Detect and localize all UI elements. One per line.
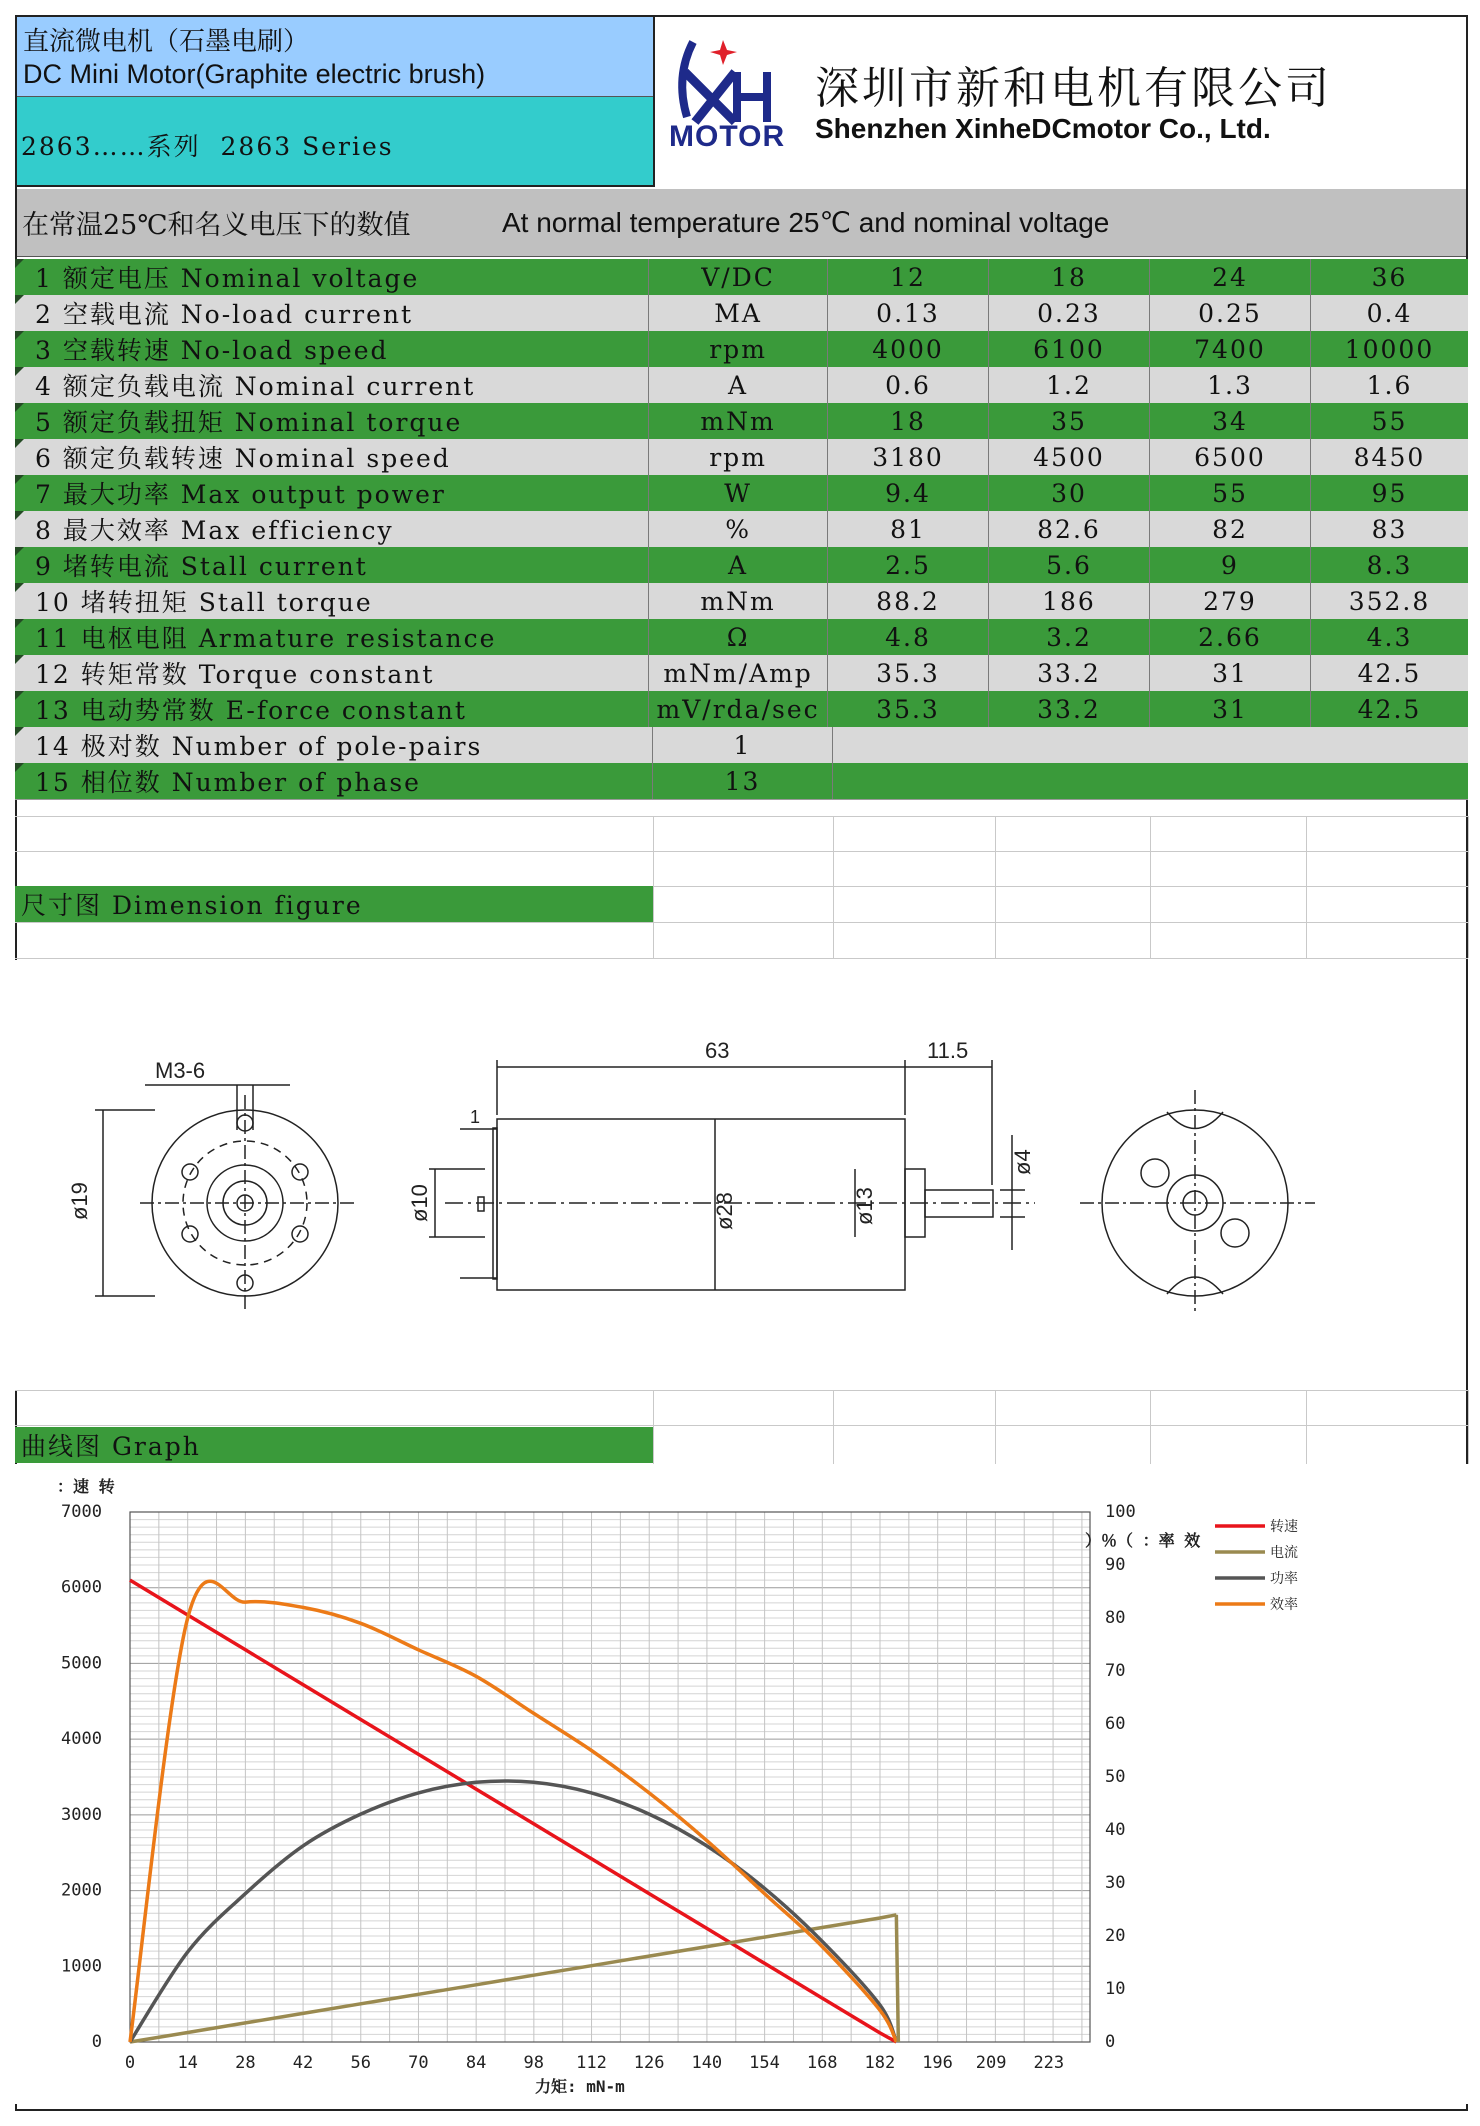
spec-value: 7400 bbox=[1150, 331, 1311, 367]
y-left-tick-label: 2000 bbox=[61, 1880, 102, 1901]
spec-row bbox=[15, 763, 1468, 800]
y-right-tick-label: 10 bbox=[1105, 1979, 1126, 1999]
spec-value: 279 bbox=[1150, 583, 1311, 619]
spec-unit: % bbox=[649, 511, 828, 547]
dimension-section-label: 尺寸图 Dimension figure bbox=[15, 886, 653, 922]
condition-bar bbox=[17, 189, 1466, 257]
spec-empty-span bbox=[833, 763, 1468, 799]
company-name-cn: 深圳市新和电机有限公司 bbox=[815, 63, 1332, 114]
x-tick-label: 42 bbox=[292, 2053, 314, 2073]
x-tick-label: 126 bbox=[633, 2053, 665, 2073]
y-right-tick-label: 20 bbox=[1105, 1926, 1126, 1946]
spec-value: 33.2 bbox=[989, 691, 1150, 727]
spec-value: 18 bbox=[828, 403, 989, 439]
x-tick-label: 112 bbox=[576, 2053, 607, 2073]
spec-label: 13 电动势常数 E-force constant bbox=[15, 691, 649, 727]
spec-unit: W bbox=[649, 475, 828, 511]
x-tick-label: 70 bbox=[408, 2053, 429, 2073]
grid-vline bbox=[1468, 816, 1469, 958]
spec-value: 0.13 bbox=[828, 295, 989, 331]
x-tick-label: 154 bbox=[749, 2053, 780, 2073]
dim-d19-label: ø19 bbox=[67, 1182, 92, 1220]
company-name-en: Shenzhen XinheDCmotor Co., Ltd. bbox=[815, 113, 1271, 144]
spec-value: 6100 bbox=[989, 331, 1150, 367]
spec-value: 8450 bbox=[1353, 442, 1426, 472]
spec-unit: V/DC bbox=[649, 259, 828, 295]
spec-label: 4 额定负载电流 Nominal current bbox=[15, 367, 649, 403]
grid-hline bbox=[15, 958, 1468, 959]
performance-chart bbox=[15, 1464, 1468, 2104]
series-line-current-drop bbox=[896, 1915, 898, 2042]
dim-length-label: 63 bbox=[705, 1038, 730, 1063]
y-left-tick-label: 1000 bbox=[61, 1956, 102, 1977]
dimension-figure bbox=[15, 960, 1345, 1390]
dim-thread-label: M3-6 bbox=[155, 1058, 206, 1083]
spec-unit: MA bbox=[649, 295, 828, 331]
dim-d4-label: ø4 bbox=[1010, 1149, 1035, 1175]
legend-label: 电流 bbox=[1270, 1545, 1298, 1561]
spec-value: 42.5 bbox=[1357, 658, 1422, 688]
spec-value: 12 bbox=[828, 259, 989, 295]
y-left-tick-label: 7000 bbox=[61, 1502, 102, 1522]
spec-value: 24 bbox=[1150, 259, 1311, 295]
y-right-tick-label: 90 bbox=[1105, 1555, 1126, 1575]
y-left-tick-label: 6000 bbox=[61, 1577, 102, 1598]
spec-unit: mNm/Amp bbox=[649, 655, 828, 691]
spec-row bbox=[15, 295, 1468, 332]
spec-label: 8 最大效率 Max efficiency bbox=[15, 511, 649, 547]
spec-row bbox=[15, 619, 1468, 656]
x-tick-label: 0 bbox=[124, 2053, 136, 2073]
spec-label: 1 额定电压 Nominal voltage bbox=[15, 259, 649, 295]
spec-label: 9 堵转电流 Stall current bbox=[15, 547, 649, 583]
spec-value: 9.4 bbox=[828, 475, 989, 511]
logo-text: MOTOR bbox=[669, 120, 786, 153]
header-series bbox=[17, 97, 653, 187]
y-left-axis-label: ：速 转 bbox=[57, 1477, 115, 1496]
y-left-tick-label: 4000 bbox=[61, 1729, 102, 1750]
spec-unit: rpm bbox=[649, 331, 828, 367]
spec-value: 82.6 bbox=[989, 511, 1150, 547]
spec-row bbox=[15, 547, 1468, 584]
spec-label: 11 电枢电阻 Armature resistance bbox=[15, 619, 649, 655]
grid-vline bbox=[1150, 1390, 1151, 1464]
spec-unit: rpm bbox=[649, 439, 828, 475]
condition-cn: 在常温25℃和名义电压下的数值 bbox=[22, 210, 411, 241]
graph-section-label: 曲线图 Graph bbox=[15, 1427, 653, 1463]
y-right-tick-label: 70 bbox=[1105, 1661, 1126, 1681]
y-right-tick-label: 60 bbox=[1105, 1714, 1126, 1734]
grid-vline bbox=[1306, 816, 1307, 958]
grid-vline bbox=[653, 816, 654, 958]
spec-value: 352.8 bbox=[1348, 586, 1431, 616]
spec-value: 6500 bbox=[1150, 439, 1311, 475]
title-en: DC Mini Motor(Graphite electric brush) bbox=[23, 59, 486, 89]
spec-value: 83 bbox=[1371, 514, 1408, 544]
grid-vline bbox=[1468, 1390, 1469, 1464]
x-tick-label: 84 bbox=[465, 2053, 487, 2073]
spec-value: 4500 bbox=[989, 439, 1150, 475]
spec-value: 1.3 bbox=[1150, 367, 1311, 403]
spec-value: 9 bbox=[1150, 547, 1311, 583]
grid-vline bbox=[653, 1390, 654, 1464]
spec-value: 4000 bbox=[828, 331, 989, 367]
spec-unit: A bbox=[649, 367, 828, 403]
legend-label: 功率 bbox=[1270, 1571, 1298, 1587]
spec-value: 3.2 bbox=[989, 619, 1150, 655]
spec-label: 15 相位数 Number of phase bbox=[15, 763, 653, 799]
spec-unit: mV/rda/sec bbox=[649, 691, 828, 727]
x-tick-label: 196 bbox=[922, 2053, 953, 2073]
spec-value: 55 bbox=[1371, 406, 1408, 436]
y-right-tick-label: 30 bbox=[1105, 1873, 1126, 1893]
spec-value: 0.4 bbox=[1366, 298, 1413, 328]
spec-value: 95 bbox=[1371, 478, 1408, 508]
grid-vline bbox=[995, 1390, 996, 1464]
y-right-tick-label: 0 bbox=[1105, 2032, 1116, 2052]
spec-label: 12 转矩常数 Torque constant bbox=[15, 655, 649, 691]
dim-d28-label: ø28 bbox=[712, 1192, 737, 1230]
header-divider bbox=[653, 17, 655, 187]
condition-en: At normal temperature 25℃ and nominal voltage bbox=[502, 207, 1110, 238]
company-logo bbox=[665, 22, 785, 157]
dim-d13-label: ø13 bbox=[852, 1187, 877, 1225]
dim-shaft-label: 11.5 bbox=[927, 1038, 969, 1063]
spec-value: 81 bbox=[828, 511, 989, 547]
grid-vline bbox=[1306, 1390, 1307, 1464]
spec-unit: 1 bbox=[653, 727, 833, 763]
dim-one-label: 1 bbox=[470, 1107, 481, 1127]
spec-value: 0.25 bbox=[1150, 295, 1311, 331]
spec-value: 5.6 bbox=[989, 547, 1150, 583]
spec-label: 5 额定负载扭矩 Nominal torque bbox=[15, 403, 649, 439]
spec-row bbox=[15, 655, 1468, 692]
spec-value: 42.5 bbox=[1357, 694, 1422, 724]
dim-d10-label: ø10 bbox=[407, 1184, 432, 1222]
grid-hline bbox=[15, 1425, 1468, 1426]
spec-value: 4.8 bbox=[828, 619, 989, 655]
spec-value: 4.3 bbox=[1366, 622, 1413, 652]
spec-value: 30 bbox=[989, 475, 1150, 511]
x-tick-label: 223 bbox=[1033, 2053, 1065, 2073]
series-label: 2863……系列 2863 Series bbox=[21, 132, 394, 161]
spec-value: 18 bbox=[989, 259, 1150, 295]
spec-row bbox=[15, 691, 1468, 728]
spec-empty-span bbox=[833, 727, 1468, 763]
spec-unit: mNm bbox=[649, 583, 828, 619]
y-left-tick-label: 3000 bbox=[61, 1804, 102, 1825]
spec-value: 33.2 bbox=[989, 655, 1150, 691]
spec-unit: 13 bbox=[653, 763, 833, 799]
legend-label: 转速 bbox=[1270, 1519, 1298, 1535]
spec-label: 7 最大功率 Max output power bbox=[15, 475, 649, 511]
x-tick-label: 98 bbox=[523, 2053, 545, 2073]
spec-value: 0.23 bbox=[989, 295, 1150, 331]
spec-unit: Ω bbox=[649, 619, 828, 655]
spec-label: 6 额定负载转速 Nominal speed bbox=[15, 439, 649, 475]
spec-value: 2.5 bbox=[828, 547, 989, 583]
spec-value: 35 bbox=[989, 403, 1150, 439]
spec-unit: mNm bbox=[649, 403, 828, 439]
spec-row bbox=[15, 259, 1468, 296]
spec-label: 14 极对数 Number of pole-pairs bbox=[15, 727, 653, 763]
spec-value: 34 bbox=[1150, 403, 1311, 439]
spec-label: 3 空载转速 No-load speed bbox=[15, 331, 649, 367]
spec-row bbox=[15, 583, 1468, 620]
grid-hline bbox=[15, 851, 1468, 852]
grid-vline bbox=[995, 816, 996, 958]
spec-value: 31 bbox=[1150, 691, 1311, 727]
header-left-top bbox=[17, 17, 653, 97]
spec-value: 36 bbox=[1371, 262, 1408, 292]
x-axis-label: 力矩: mN-m bbox=[535, 2077, 625, 2096]
x-tick-label: 56 bbox=[350, 2053, 371, 2073]
y-right-tick-label: 100 bbox=[1105, 1502, 1136, 1522]
spec-unit: A bbox=[649, 547, 828, 583]
x-tick-label: 168 bbox=[806, 2053, 838, 2073]
grid-hline bbox=[15, 1390, 1468, 1391]
grid-hline bbox=[15, 922, 1468, 923]
y-right-tick-label: 50 bbox=[1105, 1767, 1126, 1787]
spec-row bbox=[15, 727, 1468, 764]
spec-row bbox=[15, 439, 1468, 476]
spec-value: 1.2 bbox=[989, 367, 1150, 403]
spec-value: 0.6 bbox=[828, 367, 989, 403]
y-right-axis-label: ）％（ ：率 效 bbox=[1085, 1531, 1201, 1550]
spec-row bbox=[15, 403, 1468, 440]
title-cn: 直流微电机（石墨电刷） bbox=[23, 26, 310, 56]
y-right-tick-label: 80 bbox=[1105, 1608, 1126, 1628]
spec-row bbox=[15, 475, 1468, 512]
spec-value: 1.6 bbox=[1366, 370, 1413, 400]
x-tick-label: 209 bbox=[975, 2053, 1007, 2073]
spec-value: 55 bbox=[1150, 475, 1311, 511]
spec-row bbox=[15, 511, 1468, 548]
legend-label: 效率 bbox=[1270, 1597, 1298, 1613]
y-left-tick-label: 5000 bbox=[61, 1653, 102, 1674]
spec-label: 10 堵转扭矩 Stall torque bbox=[15, 583, 649, 619]
grid-vline bbox=[833, 816, 834, 958]
grid-vline bbox=[1150, 816, 1151, 958]
spec-value: 35.3 bbox=[828, 691, 989, 727]
spec-row bbox=[15, 367, 1468, 404]
spec-value: 82 bbox=[1150, 511, 1311, 547]
x-tick-label: 28 bbox=[235, 2053, 256, 2073]
grid-hline bbox=[15, 816, 1468, 817]
x-tick-label: 182 bbox=[864, 2053, 896, 2073]
y-right-tick-label: 40 bbox=[1105, 1820, 1126, 1840]
spec-value: 186 bbox=[989, 583, 1150, 619]
spec-value: 2.66 bbox=[1150, 619, 1311, 655]
spec-row bbox=[15, 331, 1468, 368]
spec-value: 88.2 bbox=[828, 583, 989, 619]
spec-value: 10000 bbox=[1344, 334, 1435, 364]
spec-label: 2 空载电流 No-load current bbox=[15, 295, 649, 331]
x-tick-label: 14 bbox=[177, 2053, 198, 2073]
spec-value: 35.3 bbox=[828, 655, 989, 691]
y-left-tick-label: 0 bbox=[91, 2032, 102, 2052]
spec-value: 31 bbox=[1150, 655, 1311, 691]
spec-value: 8.3 bbox=[1366, 550, 1413, 580]
spec-value: 3180 bbox=[828, 439, 989, 475]
grid-vline bbox=[833, 1390, 834, 1464]
x-tick-label: 140 bbox=[691, 2053, 723, 2073]
